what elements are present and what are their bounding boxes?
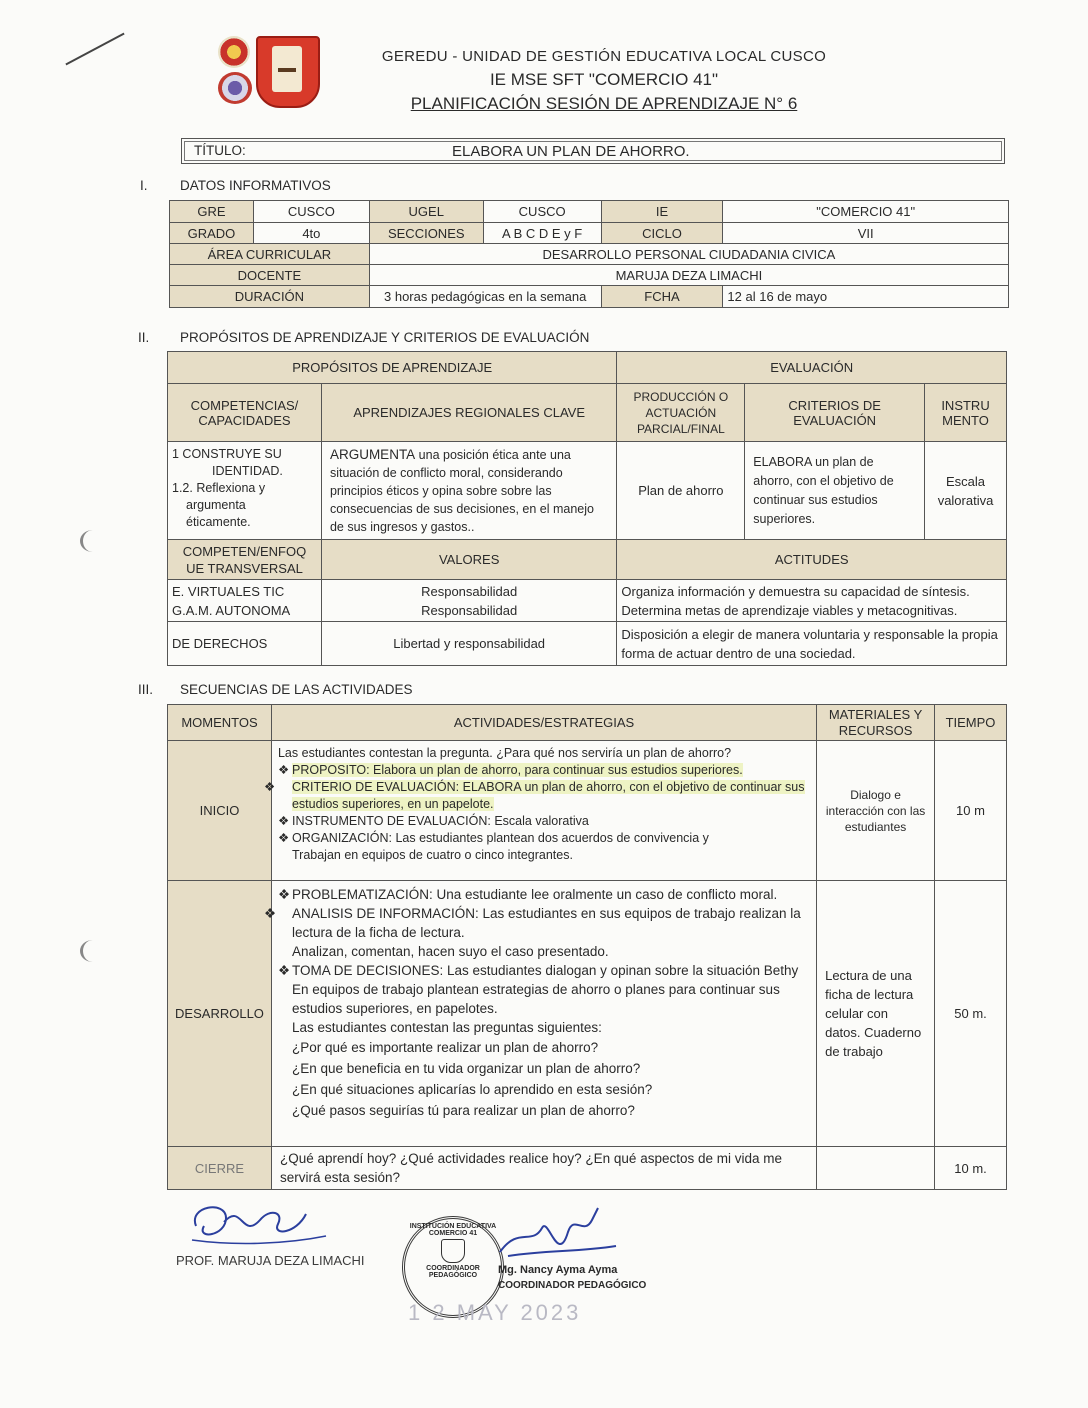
stamp-crest-icon [441, 1239, 465, 1263]
diamond-bullet-icon: ❖ [277, 831, 290, 845]
produccion-value: Plan de ahorro [617, 442, 745, 540]
desarrollo-item-3c: Las estudiantes contestan las preguntas siguientes: [291, 1020, 602, 1035]
teacher-signature [186, 1196, 336, 1248]
section-1-title: DATOS INFORMATIVOS [180, 178, 331, 193]
area-value: DESARROLLO PERSONAL CIUDADANIA CIVICA [369, 244, 1008, 265]
diamond-bullet-icon: ❖ [277, 763, 290, 777]
duracion-value: 3 horas pedagógicas en la semana [369, 286, 601, 308]
section-3-number: III. [138, 682, 154, 697]
criterio-value: ELABORA un plan de ahorro, con el objetivo de continuar sus estudios superiores. [745, 442, 925, 540]
desarrollo-question-2: ¿En que beneficia en tu vida organizar un plan de ahorro? [291, 1061, 641, 1076]
purpose-header: PROPÓSITOS DE APRENDIZAJE [168, 352, 617, 384]
actitud-2: Determina metas de aprendizaje viables y metacognitivas. [621, 602, 958, 618]
stamp-ring-text: INSTITUCIÓN EDUCATIVA COMERCIO 41 [409, 1223, 497, 1237]
instrumento-header: INSTRU MENTO [925, 384, 1007, 442]
aprendizaje-text: una posición ética ante una situación de conflicto moral, considerando principios éticos y opina sobre sobre las consecuencias de sus decisiones, en el manejo de sus ingresos y gastos.. [329, 447, 594, 534]
comp-line-3: 1.2. Reflexiona y [172, 481, 266, 495]
enfoque-cell-1 [168, 580, 322, 622]
comp-line-2: IDENTIDAD. [212, 464, 283, 478]
aprendizaje-cell [321, 442, 616, 540]
desarrollo-item-3b: En equipos de trabajo plantean estrategias de ahorro o planes para continuar sus estudios superiores, en papelotes. [291, 982, 780, 1016]
coordinator-signature [488, 1206, 618, 1270]
sequence-table [167, 704, 1007, 1190]
desarrollo-materials: Lectura de una ficha de lectura celular con datos. Cuaderno de trabajo [817, 881, 935, 1147]
valor-1: Responsabilidad [421, 583, 518, 599]
valor-2: Responsabilidad [421, 602, 518, 618]
header-line-2: IE MSE SFT "COMERCIO 41" [489, 70, 719, 89]
purpose-table [167, 351, 1007, 666]
produccion-header: PRODUCCIÓN O ACTUACIÓN PARCIAL/FINAL [617, 384, 745, 442]
stamp-center-text: COORDINADOR PEDAGÓGICO [426, 1265, 480, 1279]
inicio-time: 10 m [935, 741, 1007, 881]
competencias-header: COMPETENCIAS/ CAPACIDADES [168, 384, 322, 442]
enfoque-header: COMPETEN/ENFOQ UE TRANSVERSAL [168, 540, 322, 580]
desarrollo-time: 50 m. [935, 881, 1007, 1147]
inicio-label: INICIO [168, 741, 272, 881]
section-2-number: II. [138, 330, 150, 345]
enfoque-3: DE DERECHOS [168, 622, 322, 666]
comp-line-4: argumenta [186, 498, 246, 512]
cierre-text: ¿Qué aprendí hoy? ¿Qué actividades realice hoy? ¿En qué aspectos de mi vida me servirá esta sesión? [271, 1147, 816, 1190]
inicio-item-2: ❖ CRITERIO DE EVALUACIÓN: ELABORA un plan de ahorro, con el objetivo de continuar sus estudios superiores, en un papelote. [263, 780, 805, 811]
enfoque-2: G.A.M. AUTONOMA [172, 602, 291, 618]
coordinator-name: Mg. Nancy Ayma Ayma [498, 1264, 618, 1276]
section-1-number: I. [140, 178, 148, 193]
gre-label: GRE [170, 201, 254, 223]
desarrollo-item-3: ❖ TOMA DE DECISIONES: Las estudiantes dialogan y opinan sobre la situación Bethy [277, 963, 799, 978]
date-stamp: 1 2 MAY 2023 [408, 1300, 582, 1325]
desarrollo-label: DESARROLLO [168, 881, 272, 1147]
desarrollo-question-4: ¿Qué pasos seguirías tú para realizar un plan de ahorro? [291, 1103, 635, 1118]
comp-line-5: éticamente. [186, 515, 251, 529]
gre-value: CUSCO [253, 201, 369, 223]
fecha-label: FCHA [601, 286, 723, 308]
diamond-bullet-icon: ❖ [277, 887, 291, 902]
section-2-title: PROPÓSITOS DE APRENDIZAJE Y CRITERIOS DE EVALUACIÓN [180, 330, 590, 345]
cierre-label: CIERRE [168, 1147, 272, 1190]
title-row [181, 138, 1005, 164]
diamond-bullet-icon: ❖ [277, 963, 291, 978]
comp-line-1: 1 CONSTRUYE SU [172, 447, 282, 461]
tiempo-header: TIEMPO [935, 705, 1007, 741]
cierre-time: 10 m. [935, 1147, 1007, 1190]
actividades-header: ACTIVIDADES/ESTRATEGIAS [271, 705, 816, 741]
teacher-name: PROF. MARUJA DEZA LIMACHI [176, 1253, 365, 1268]
secciones-label: SECCIONES [369, 223, 483, 244]
inicio-materials: Dialogo e interacción con las estudiantes [817, 741, 935, 881]
inicio-tail: Trabajan en equipos de cuatro o cinco integrantes. [291, 848, 573, 862]
duracion-label: DURACIÓN [170, 286, 370, 308]
ciclo-label: CICLO [601, 223, 723, 244]
desarrollo-activities [263, 881, 816, 1147]
inicio-item-1: ❖ PROPOSITO: Elabora un plan de ahorro, para continuar sus estudios superiores. [277, 763, 743, 777]
info-table [169, 200, 1009, 308]
criterios-header: CRITERIOS DE EVALUACIÓN [745, 384, 925, 442]
ugel-label: UGEL [369, 201, 483, 223]
desarrollo-item-2b: Analizan, comentan, hacen suyo el caso presentado. [291, 944, 609, 959]
evaluation-header: EVALUACIÓN [617, 352, 1007, 384]
ie-value: "COMERCIO 41" [723, 201, 1009, 223]
enfoque-1: E. VIRTUALES TIC [172, 583, 285, 599]
actitudes-header: ACTITUDES [617, 540, 1007, 580]
inicio-intro: Las estudiantes contestan la pregunta. ¿Para qué nos serviría un plan de ahorro? [277, 746, 732, 760]
aprendizaje-keyword: ARGUMENTA [329, 446, 416, 462]
valor-3: Libertad y responsabilidad [321, 622, 616, 666]
header-line-3: PLANIFICACIÓN SESIÓN DE APRENDIZAJE N° 6 [410, 94, 798, 113]
ie-label: IE [601, 201, 723, 223]
hole-punch-mark-top [80, 530, 105, 552]
valores-cell-1 [321, 580, 616, 622]
secciones-value: A B C D E y F [483, 223, 601, 244]
actitud-3: Disposición a elegir de manera voluntaria y responsable la propia forma de actuar dentro de una sociedad. [617, 622, 1007, 666]
diamond-bullet-icon: ❖ [277, 814, 290, 828]
cierre-materials [817, 1147, 935, 1190]
actitud-1: Organiza información y demuestra su capacidad de síntesis. [621, 583, 970, 599]
header-line-1: GEREDU - UNIDAD DE GESTIÓN EDUCATIVA LOCAL CUSCO [381, 48, 827, 65]
ugel-value: CUSCO [483, 201, 601, 223]
ciclo-value: VII [723, 223, 1009, 244]
desarrollo-question-3: ¿En qué situaciones aplicarías lo aprendido en esta sesión? [291, 1082, 653, 1097]
desarrollo-item-1: ❖ PROBLEMATIZACIÓN: Una estudiante lee oralmente un caso de conflicto moral. [277, 887, 778, 902]
competencia-cell [168, 442, 322, 540]
aprendizajes-header: APRENDIZAJES REGIONALES CLAVE [321, 384, 616, 442]
docente-value: MARUJA DEZA LIMACHI [369, 265, 1008, 286]
grado-label: GRADO [170, 223, 254, 244]
valores-header: VALORES [321, 540, 616, 580]
inicio-item-4: ❖ ORGANIZACIÓN: Las estudiantes plantean dos acuerdos de convivencia y [277, 831, 709, 845]
area-label: ÁREA CURRICULAR [170, 244, 370, 265]
grado-value: 4to [253, 223, 369, 244]
section-3-title: SECUENCIAS DE LAS ACTIVIDADES [180, 682, 413, 697]
title-label: TÍTULO: [194, 143, 246, 158]
diamond-bullet-icon: ❖ [263, 780, 276, 794]
instrumento-value: Escala valorativa [925, 442, 1007, 540]
actitudes-cell-1 [617, 580, 1007, 622]
hole-punch-mark-bottom [80, 940, 105, 962]
materiales-header: MATERIALES Y RECURSOS [817, 705, 935, 741]
diamond-bullet-icon: ❖ [263, 906, 277, 921]
fecha-value: 12 al 16 de mayo [723, 286, 1009, 308]
desarrollo-item-2: ❖ ANALISIS DE INFORMACIÓN: Las estudiantes en sus equipos de trabajo realizan la lectura de la ficha de lectura. [263, 906, 801, 940]
desarrollo-question-1: ¿Por qué es importante realizar un plan de ahorro? [291, 1040, 599, 1055]
coordinator-role: COORDINADOR PEDAGÓGICO [498, 1280, 647, 1291]
inicio-item-3: ❖ INSTRUMENTO DE EVALUACIÓN: Escala valorativa [277, 814, 589, 828]
title-value: ELABORA UN PLAN DE AHORRO. [452, 143, 690, 160]
inicio-activities [263, 741, 816, 881]
momentos-header: MOMENTOS [168, 705, 272, 741]
docente-label: DOCENTE [170, 265, 370, 286]
